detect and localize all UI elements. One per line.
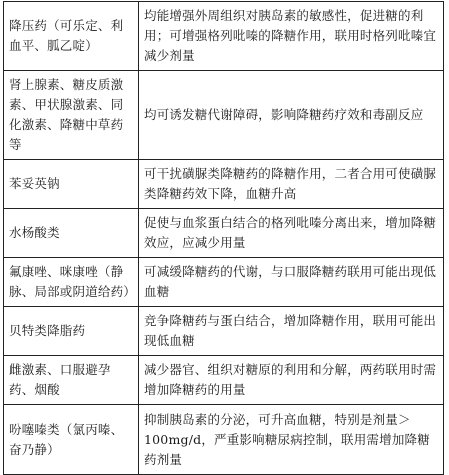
drug-cell: 吩噻嗪类（氯丙嗪、奋乃静） [4, 405, 139, 475]
table-row [4, 2, 444, 71]
effect-cell: 竞争降糖药与蛋白结合，增加降糖作用，联用可能出现低血糖 [139, 307, 444, 356]
drug-cell: 肾上腺素、糖皮质激素、甲状腺激素、同化激素、降糖中草药等 [4, 71, 139, 160]
table-row [4, 209, 444, 258]
effect-cell: 均可诱发糖代谢障碍，影响降糖药疗效和毒副反应 [139, 71, 444, 160]
drug-cell: 氟康唑、咪康唑（静脉、局部或阴道给药） [4, 258, 139, 307]
effect-cell: 减少器官、组织对糖原的利用和分解，两药联用时需增加降糖药的用量 [139, 356, 444, 405]
table-row [4, 405, 444, 475]
effect-cell: 可干扰磺脲类降糖药的降糖作用，二者合用可使磺脲类降糖药效下降，血糖升高 [139, 160, 444, 209]
drug-cell: 降压药（可乐定、利血平、胍乙啶） [4, 2, 139, 71]
effect-cell: 可减缓降糖药的代谢，与口服降糖药联用可能出现低血糖 [139, 258, 444, 307]
table-row [4, 258, 444, 307]
table-row [4, 160, 444, 209]
drug-interaction-table [3, 1, 444, 475]
table-row [4, 71, 444, 160]
table-row [4, 356, 444, 405]
drug-cell: 水杨酸类 [4, 209, 139, 258]
drug-cell: 苯妥英钠 [4, 160, 139, 209]
effect-cell: 促使与血浆蛋白结合的格列吡嗪分离出来，增加降糖效应，应减少用量 [139, 209, 444, 258]
table-row [4, 307, 444, 356]
drug-cell: 雌激素、口服避孕药、烟酸 [4, 356, 139, 405]
effect-cell: 均能增强外周组织对胰岛素的敏感性，促进糖的利用；可增强格列吡嗪的降糖作用，联用时格列吡嗪宜减少剂量 [139, 2, 444, 71]
drug-cell: 贝特类降脂药 [4, 307, 139, 356]
effect-cell: 抑制胰岛素的分泌，可升高血糖，特别是剂量＞100mg/d，严重影响糖尿病控制，联用需增加降糖药剂量 [139, 405, 444, 475]
